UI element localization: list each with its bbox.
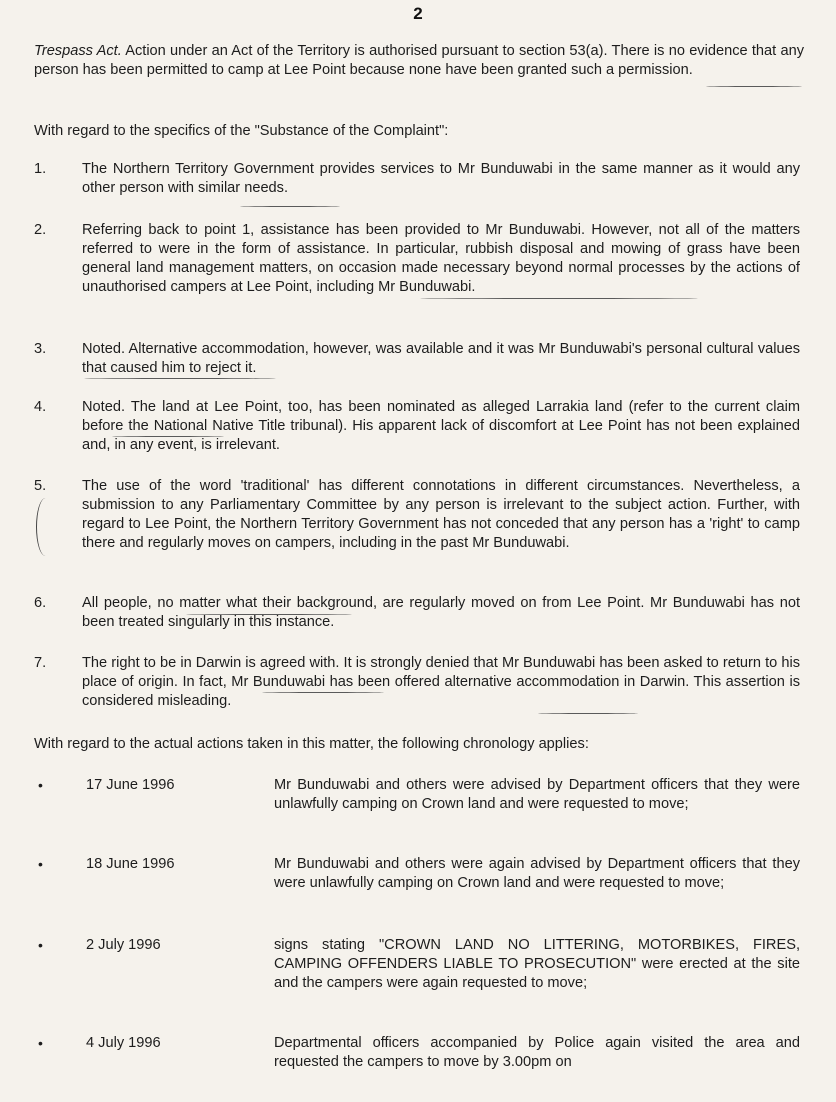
intro-paragraph xyxy=(34,42,804,80)
item-text: Referring back to point 1, assistance has been provided to Mr Bunduwabi. However, not all of the matters referred to were in the form of assistance. In particular, rubbish disposal and mowing of grass have been general land management matters, on occasion made necessary beyond normal processes by the actions of unauthorised campers at Lee Point, including Mr Bunduwabi. xyxy=(82,222,800,295)
item-number: 6. xyxy=(34,595,47,611)
item-number: 1. xyxy=(34,161,47,177)
item-text: The use of the word 'traditional' has different connotations in different circumstances. Nevertheless, a submission to any Parliamentary Committee by any person is irrelevant to the subject action. Further, with regard to Lee Point, the Northern Territory Government has not conceded that any person has a 'right' to camp there and regularly moves on campers, including in the past Mr Bunduwabi. xyxy=(82,478,800,551)
item-number: 5. xyxy=(34,478,47,494)
item-number: 2. xyxy=(34,222,47,238)
bullet-icon: • xyxy=(38,777,43,793)
entry-date: 17 June 1996 xyxy=(86,777,175,793)
item-number: 3. xyxy=(34,341,47,357)
item-text: The Northern Territory Government provides services to Mr Bunduwabi in the same manner as it would any other person with similar needs. xyxy=(82,161,800,196)
entry-date: 18 June 1996 xyxy=(86,856,175,872)
pen-underline xyxy=(186,614,352,615)
bullet-icon: • xyxy=(38,937,43,953)
bullet-icon: • xyxy=(38,856,43,872)
entry-date: 4 July 1996 xyxy=(86,1035,161,1051)
handwritten-bracket xyxy=(36,498,55,556)
item-text: Noted. The land at Lee Point, too, has been nominated as alleged Larrakia land (refer to the current claim before the National Native Title tribunal). His apparent lack of discomfort at Lee Point has not been explained and, in any event, is irrelevant. xyxy=(82,399,800,453)
pen-underline xyxy=(262,692,384,693)
entry-text: Mr Bunduwabi and others were again advised by Department officers that they were unlawfully camping on Crown land and were requested to move; xyxy=(274,856,800,891)
entry-text: Mr Bunduwabi and others were advised by Department officers that they were unlawfully camping on Crown land and were requested to move; xyxy=(274,777,800,812)
item-number: 4. xyxy=(34,399,47,415)
pen-underline xyxy=(706,86,802,87)
entry-date: 2 July 1996 xyxy=(86,937,161,953)
bullet-icon: • xyxy=(38,1035,43,1051)
entry-text: Departmental officers accompanied by Police again visited the area and requested the campers to move by 3.00pm on xyxy=(274,1035,800,1070)
item-number: 7. xyxy=(34,655,47,671)
entry-text: signs stating "CROWN LAND NO LITTERING, MOTORBIKES, FIRES, CAMPING OFFENDERS LIABLE TO PROSECUTION" were erected at the site and the campers were again requested to move; xyxy=(274,937,800,991)
pen-underline xyxy=(420,298,698,299)
item-text: All people, no matter what their background, are regularly moved on from Lee Point. Mr Bunduwabi has not been treated singularly in this instance. xyxy=(82,595,800,630)
act-name: Trespass Act. xyxy=(34,43,122,59)
pen-underline xyxy=(84,378,276,379)
item-text: The right to be in Darwin is agreed with. It is strongly denied that Mr Bunduwabi has been asked to return to his place of origin. In fact, Mr Bunduwabi has been offered alternative accommodation in Darwin. This assertion is considered misleading. xyxy=(82,655,800,709)
item-text: Noted. Alternative accommodation, however, was available and it was Mr Bunduwabi's personal cultural values that caused him to reject it. xyxy=(82,341,800,376)
intro-text: Action under an Act of the Territory is authorised pursuant to section 53(a). There is no evidence that any person has been permitted to camp at Lee Point because none have been granted such a permission. xyxy=(34,43,804,78)
chronology-heading: With regard to the actual actions taken in this matter, the following chronology applies: xyxy=(34,736,589,752)
specifics-heading: With regard to the specifics of the "Substance of the Complaint": xyxy=(34,123,449,139)
pen-underline xyxy=(112,436,224,437)
page-number: 2 xyxy=(413,4,423,23)
pen-underline xyxy=(538,713,638,714)
pen-underline xyxy=(240,206,340,207)
